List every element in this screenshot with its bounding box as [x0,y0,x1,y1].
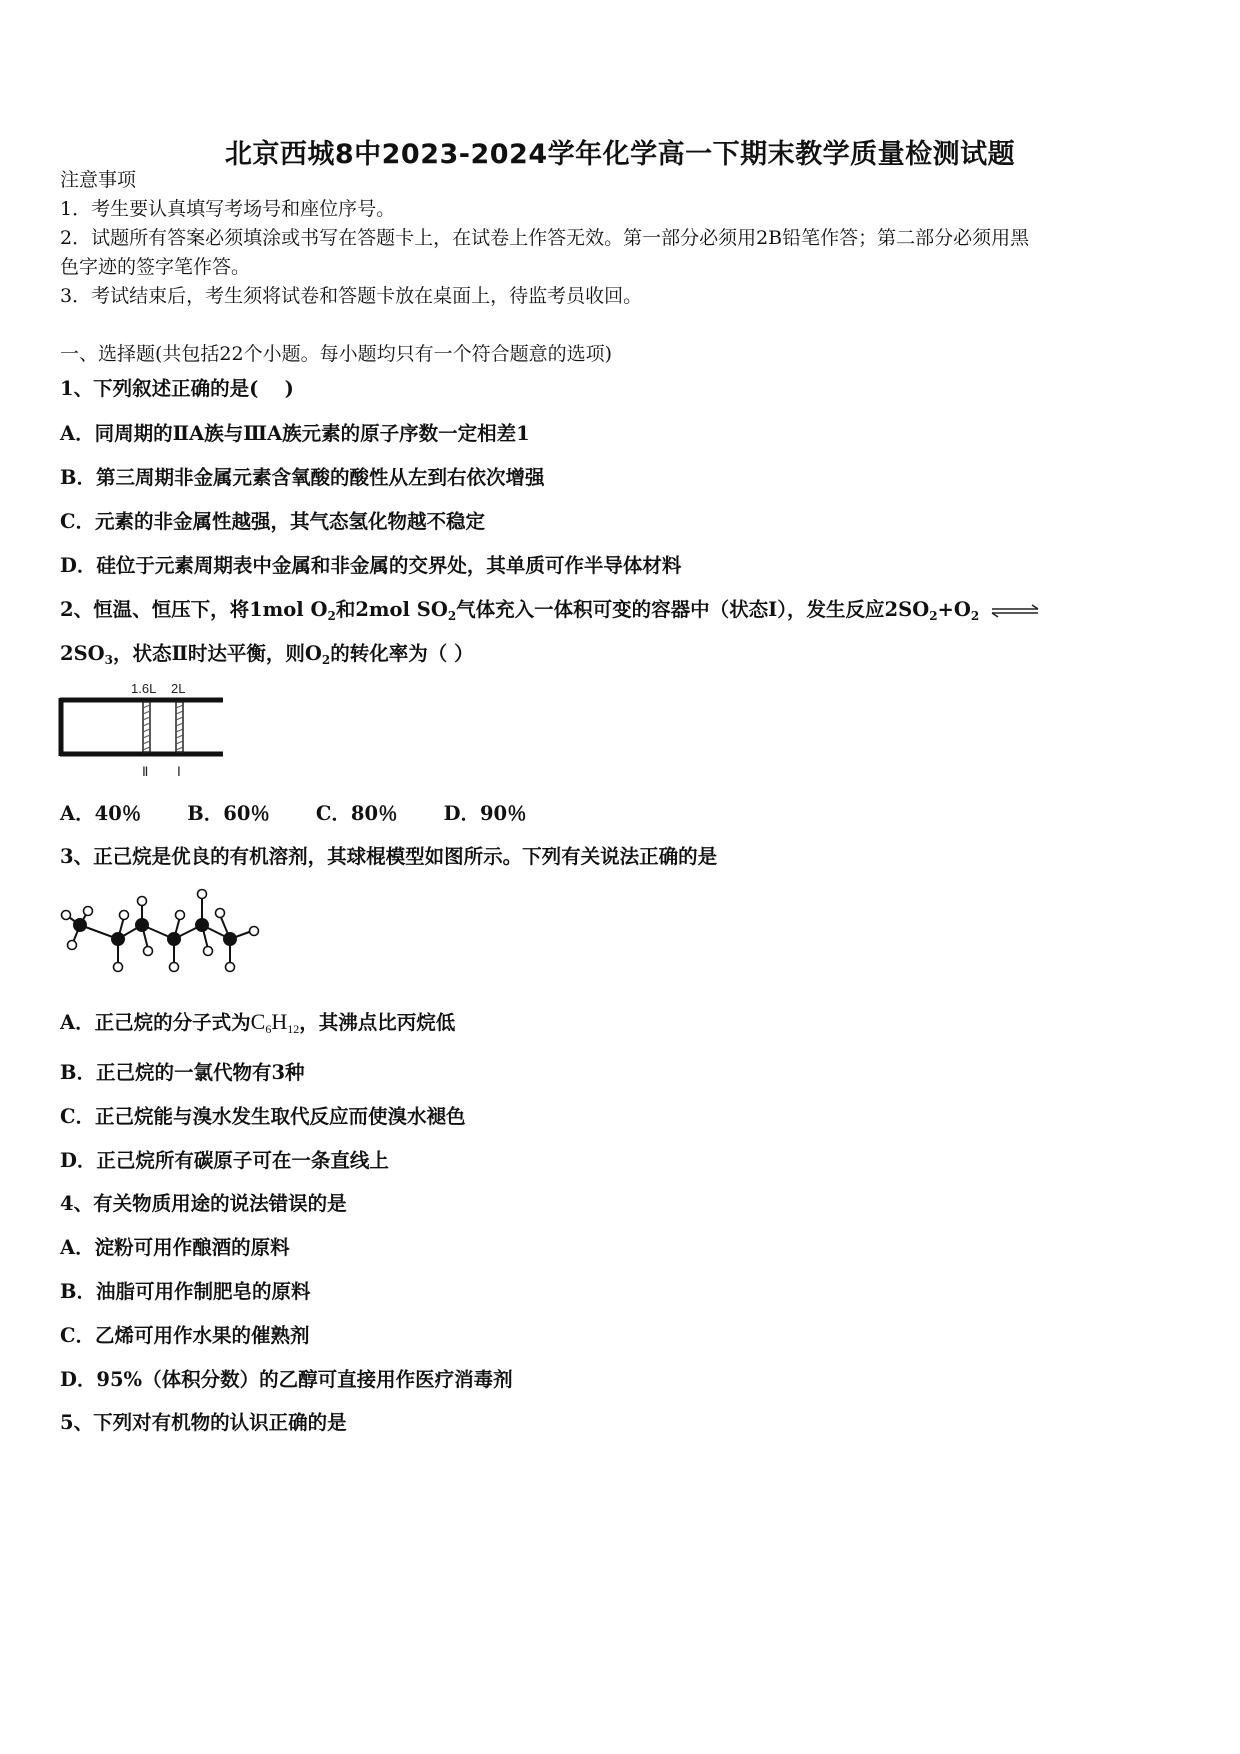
q5-stem: 5、下列对有机物的认识正确的是 [60,1411,347,1434]
q2-stem-part-c: 气体充入一体积可变的容器中（状态Ⅰ），发生反应2SO [456,598,930,621]
q1-option-a: A．同周期的ⅡA族与ⅢA族元素的原子序数一定相差1 [60,422,530,445]
q2-sub: 2 [970,609,980,623]
piston-container-figure [58,678,248,788]
q3-option-a [60,1008,455,1037]
q2-option-d: D．90％ [443,802,527,825]
q2-stem-line1 [60,596,1042,624]
q1-option-b: B．第三周期非金属元素含氧酸的酸性从左到右依次增强 [60,466,545,489]
q3-option-a-suffix: ，其沸点比丙烷低 [299,1011,456,1034]
q2-line2-part-a: 2SO [60,642,105,665]
q2-options [60,800,573,828]
hexane-formula [251,1009,300,1034]
q2-stem-line2 [60,640,474,668]
q3-option-a-prefix: A．正己烷的分子式为 [60,1011,251,1034]
hexane-ball-stick-model [58,885,288,985]
q4-option-c: C．乙烯可用作水果的催熟剂 [60,1324,310,1347]
state-mark-i: Ⅰ [177,764,181,779]
notice-heading: 注意事项 [60,169,137,191]
q4-option-b: B．油脂可用作制肥皂的原料 [60,1280,311,1303]
formula-carbon: C [250,1009,266,1034]
q3-option-b: B．正己烷的一氯代物有3种 [60,1061,305,1084]
state-mark-ii: Ⅱ [142,764,149,779]
piston-i [176,702,183,752]
q2-stem-part-d: +O [937,598,971,621]
q2-option-c: C．80％ [315,802,398,825]
q1-stem: 1、下列叙述正确的是( ) [60,377,294,400]
q4-option-d: D．95%（体积分数）的乙醇可直接用作医疗消毒剂 [60,1368,513,1391]
q2-line2-part-b: ，状态Ⅱ时达平衡，则O [113,642,322,665]
q2-sub: 2 [929,609,938,623]
q2-sub: 2 [321,653,331,667]
piston-ii [143,702,150,752]
q2-option-b: B．60％ [187,802,270,825]
section-heading: 一、选择题(共包括22个小题。每小题均只有一个符合题意的选项) [60,343,613,365]
q3-stem: 3、正己烷是优良的有机溶剂，其球棍模型如图所示。下列有关说法正确的是 [60,845,718,868]
q2-line2-part-c: 的转化率为（ ） [330,642,474,665]
notice-item-2-cont: 色字迹的签字笔作答。 [60,256,251,278]
q2-sub: 2 [447,609,457,623]
q4-option-a: A．淀粉可用作酿酒的原料 [60,1236,290,1259]
q2-option-a: A．40％ [60,802,142,825]
formula-hydrogen: H [271,1009,288,1034]
notice-item-1: 1．考生要认真填写考场号和座位序号。 [60,198,396,220]
q1-option-c: C．元素的非金属性越强，其气态氢化物越不稳定 [60,510,486,533]
formula-carbon-count: 6 [265,1022,272,1036]
q3-option-c: C．正己烷能与溴水发生取代反应而使溴水褪色 [60,1105,466,1128]
q3-option-d: D．正己烷所有碳原子可在一条直线上 [60,1149,389,1172]
q2-sub: 2 [327,609,336,623]
q2-sub: 3 [104,653,113,667]
q4-stem: 4、有关物质用途的说法错误的是 [60,1192,347,1215]
page-title: 北京西城8中2023-2024学年化学高一下期末教学质量检测试题 [224,139,1016,170]
q2-stem-part-b: 和2mol SO [335,598,448,621]
volume-label-2l: 2L [171,681,186,696]
formula-hydrogen-count: 12 [287,1022,300,1036]
volume-label-1-6l: 1.6L [131,681,157,696]
equilibrium-arrow-icon [988,604,1042,618]
notice-item-3: 3．考试结束后，考生须将试卷和答题卡放在桌面上，待监考员收回。 [60,285,643,307]
q2-stem-part-a: 2、恒温、恒压下，将1mol O [60,598,328,621]
q1-option-d: D．硅位于元素周期表中金属和非金属的交界处，其单质可作半导体材料 [60,554,682,577]
notice-item-2: 2．试题所有答案必须填涂或书写在答题卡上，在试卷上作答无效。第一部分必须用2B铅笔作答；第二部分必须用黑 [60,227,1030,249]
